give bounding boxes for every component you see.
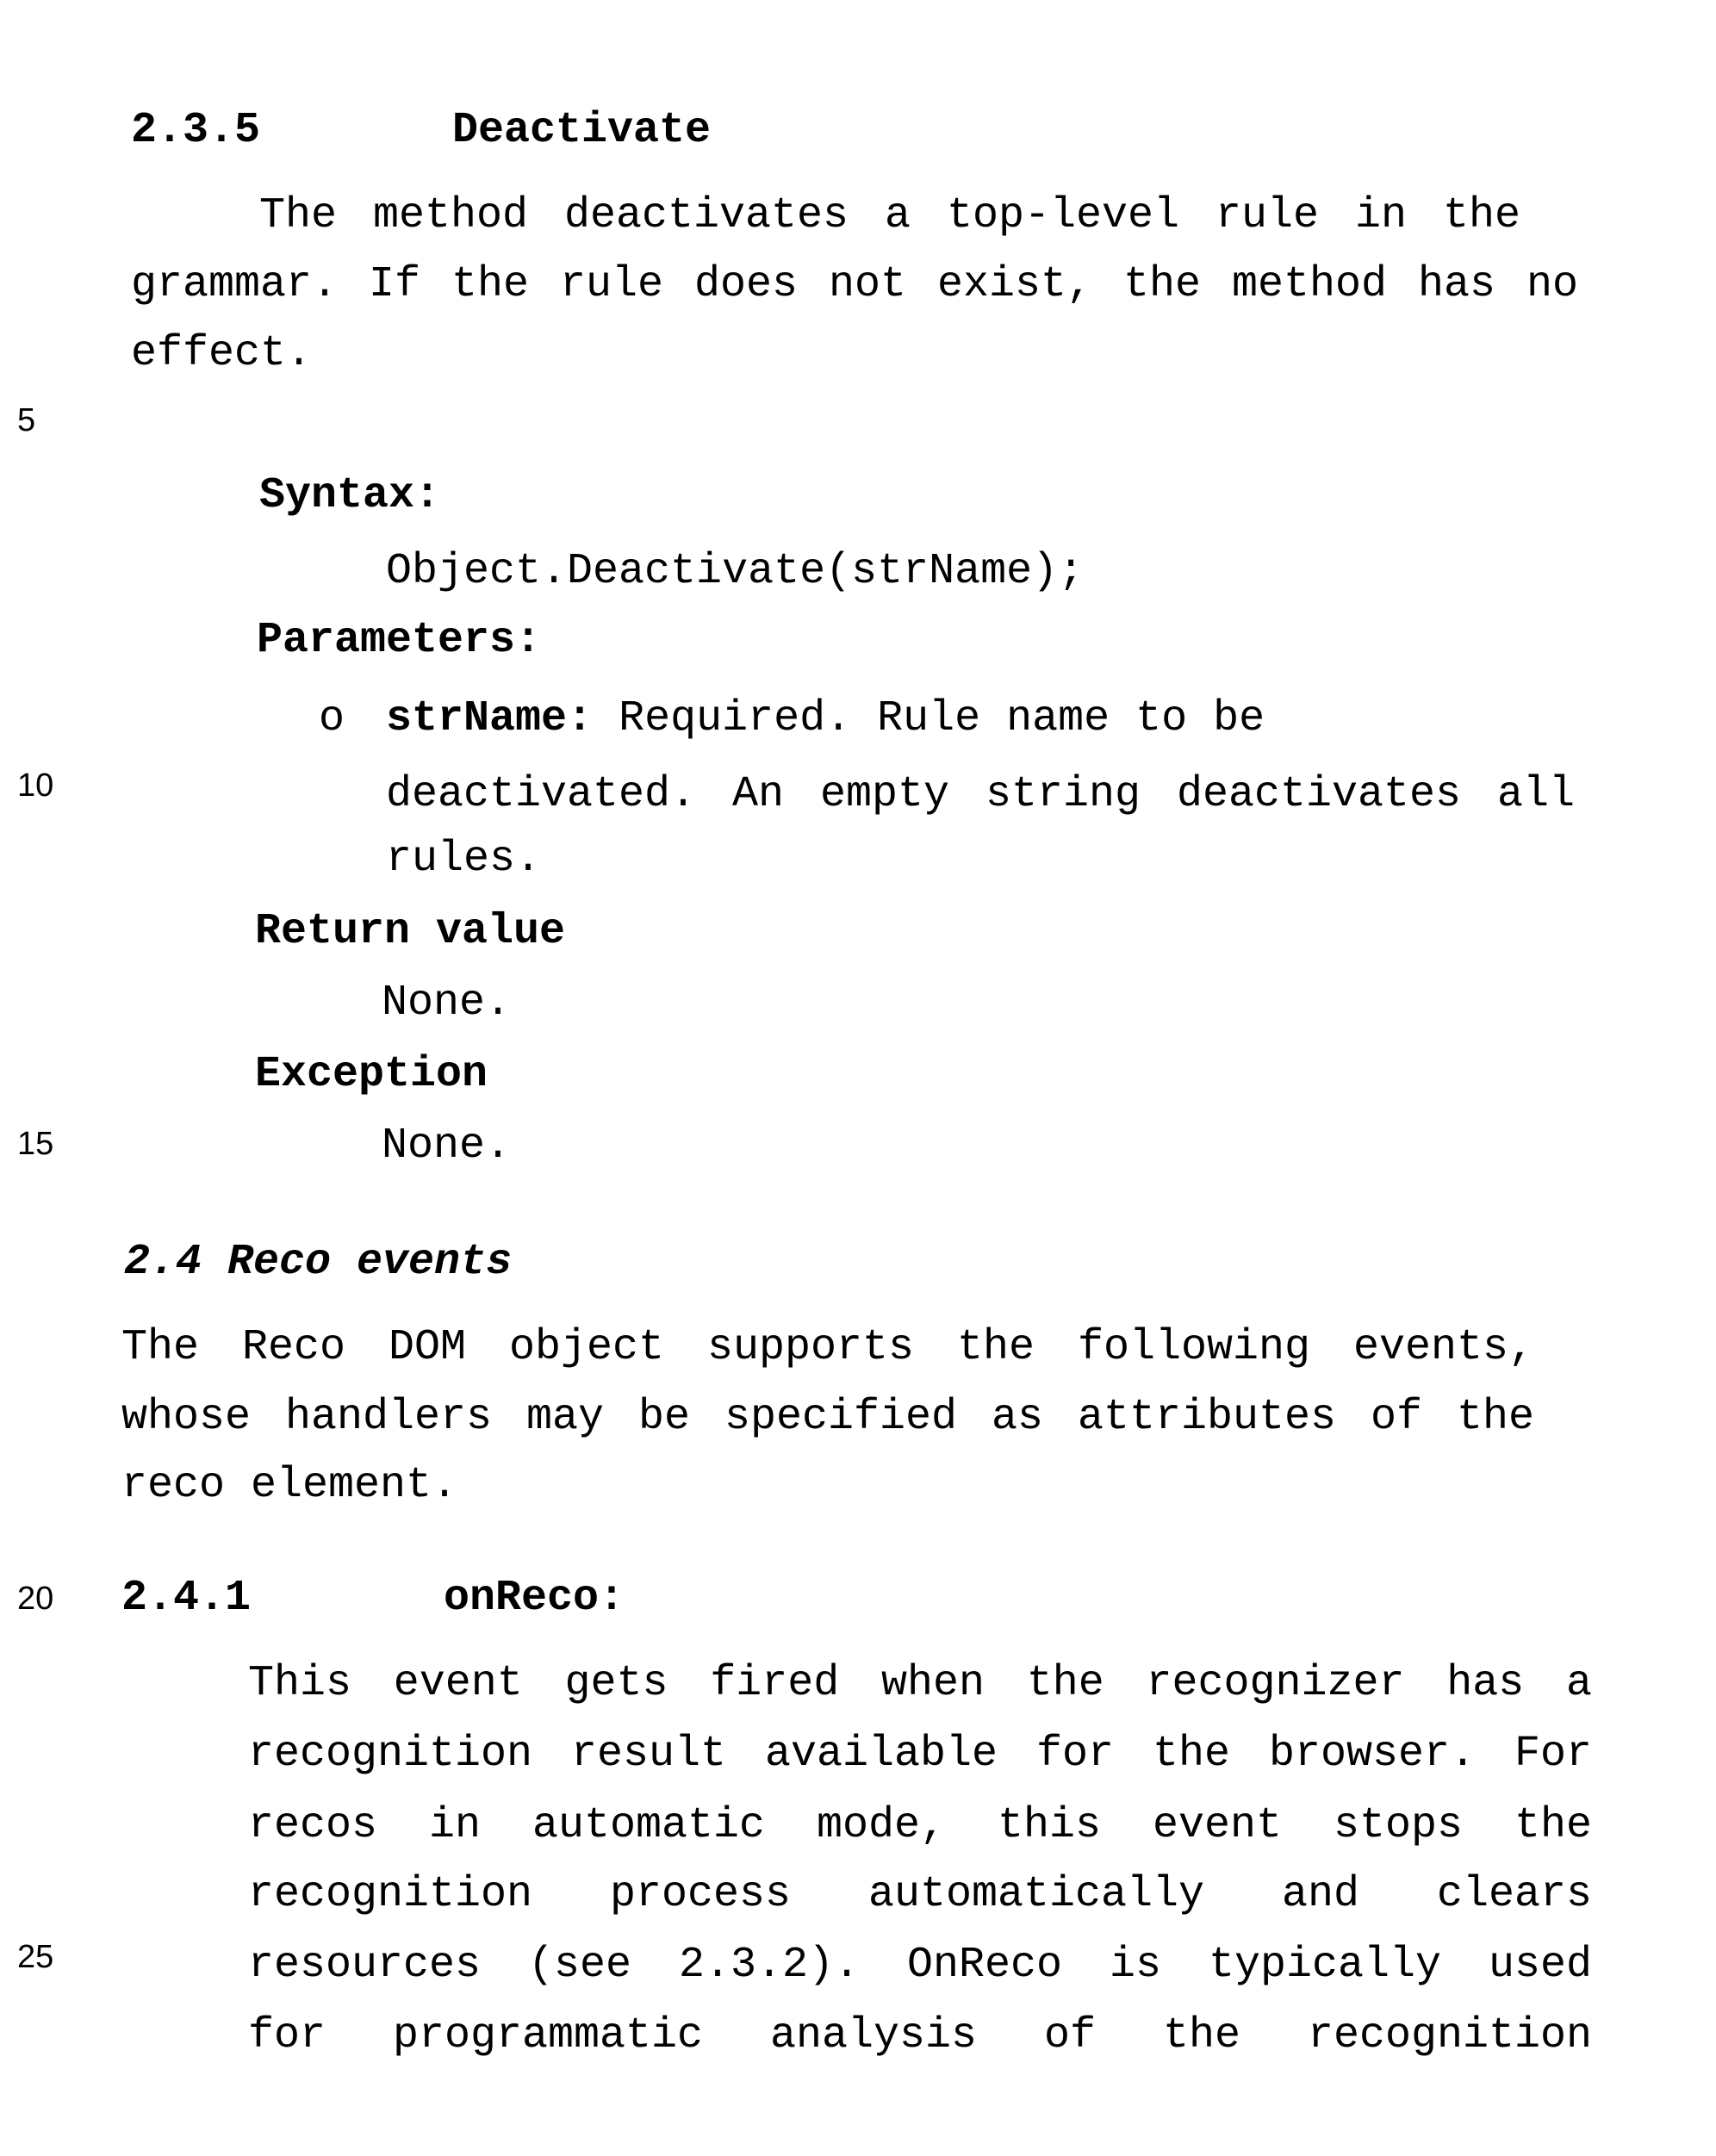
paragraph-line: recognition result available for the browser. For [248, 1729, 1592, 1780]
paragraph-line: grammar. If the rule does not exist, the method has no [131, 259, 1578, 311]
syntax-label: Syntax: [259, 470, 440, 522]
line-number-5: 5 [17, 401, 35, 439]
syntax-code: Object.Deactivate(strName); [386, 546, 1084, 598]
paragraph-line: The method deactivates a top-level rule in the [259, 190, 1520, 242]
param-desc-line: rules. [386, 834, 541, 885]
parameters-label: Parameters: [257, 615, 541, 667]
line-number-20: 20 [17, 1580, 53, 1618]
param-name: strName: [386, 694, 593, 743]
paragraph-line: recos in automatic mode, this event stops the [248, 1800, 1592, 1852]
paragraph-line: The Reco DOM object supports the following events, [121, 1322, 1534, 1374]
section-2-3-5-title: Deactivate [452, 105, 711, 157]
paragraph-line: recognition process automatically and clears [248, 1869, 1592, 1921]
paragraph-line: for programmatic analysis of the recognition [248, 2010, 1592, 2062]
section-2-3-5-number: 2.3.5 [131, 105, 260, 157]
exception-value: None. [382, 1121, 511, 1172]
section-2-4-title: 2.4 Reco events [124, 1237, 512, 1289]
param-desc: Required. Rule name to be [619, 694, 1265, 743]
line-number-10: 10 [17, 767, 53, 805]
section-2-4-1-number: 2.4.1 [121, 1573, 251, 1625]
paragraph-line: This event gets fired when the recognizer has a [248, 1658, 1592, 1710]
bullet-icon: o [319, 693, 345, 745]
param-line [386, 693, 1265, 745]
param-desc-line: deactivated. An empty string deactivates all [386, 769, 1575, 821]
line-number-25: 25 [17, 1938, 53, 1976]
paragraph-line: whose handlers may be specified as attributes of the [121, 1392, 1534, 1444]
section-2-4-1-title: onReco: [444, 1573, 625, 1625]
exception-label: Exception [255, 1049, 488, 1101]
paragraph-line: resources (see 2.3.2). OnReco is typically used [248, 1940, 1592, 1991]
return-value: None. [382, 978, 511, 1029]
return-value-label: Return value [255, 906, 565, 958]
paragraph-line: effect. [131, 328, 312, 380]
paragraph-line: reco element. [121, 1460, 457, 1512]
line-number-15: 15 [17, 1125, 53, 1163]
